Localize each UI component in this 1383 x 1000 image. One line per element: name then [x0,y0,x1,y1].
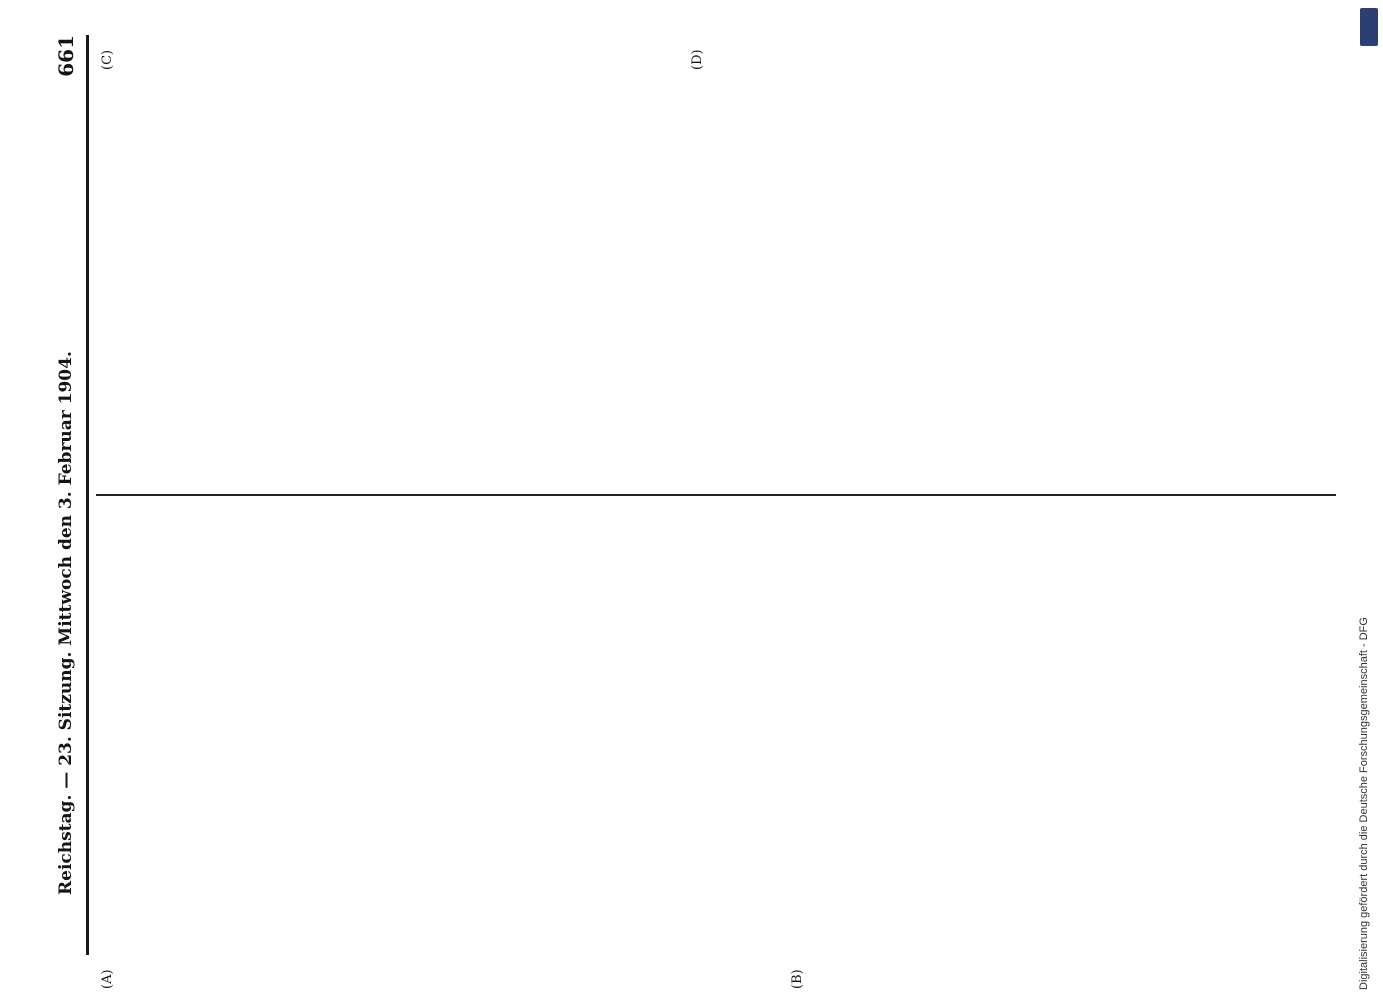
margin-letter-a: (A) [100,969,115,989]
dfg-logo [1360,8,1378,46]
page-number: 661 [54,35,78,77]
column-divider [96,494,1336,496]
text-column-right [96,35,1336,475]
running-head [50,35,89,955]
digitization-credit: Digitalisierung gefördert durch die Deutsche Forschungsgemeinschaft - DFG [1358,617,1370,990]
margin-letter-b: (B) [790,969,805,989]
margin-letter-c: (C) [100,49,115,70]
margin-letter-d: (D) [690,49,705,70]
document-page [50,35,1350,989]
header-title: Reichstag. — 23. Sitzung. Mittwoch den 3. Februar 1904. [56,351,76,895]
text-column-left [96,515,1336,955]
